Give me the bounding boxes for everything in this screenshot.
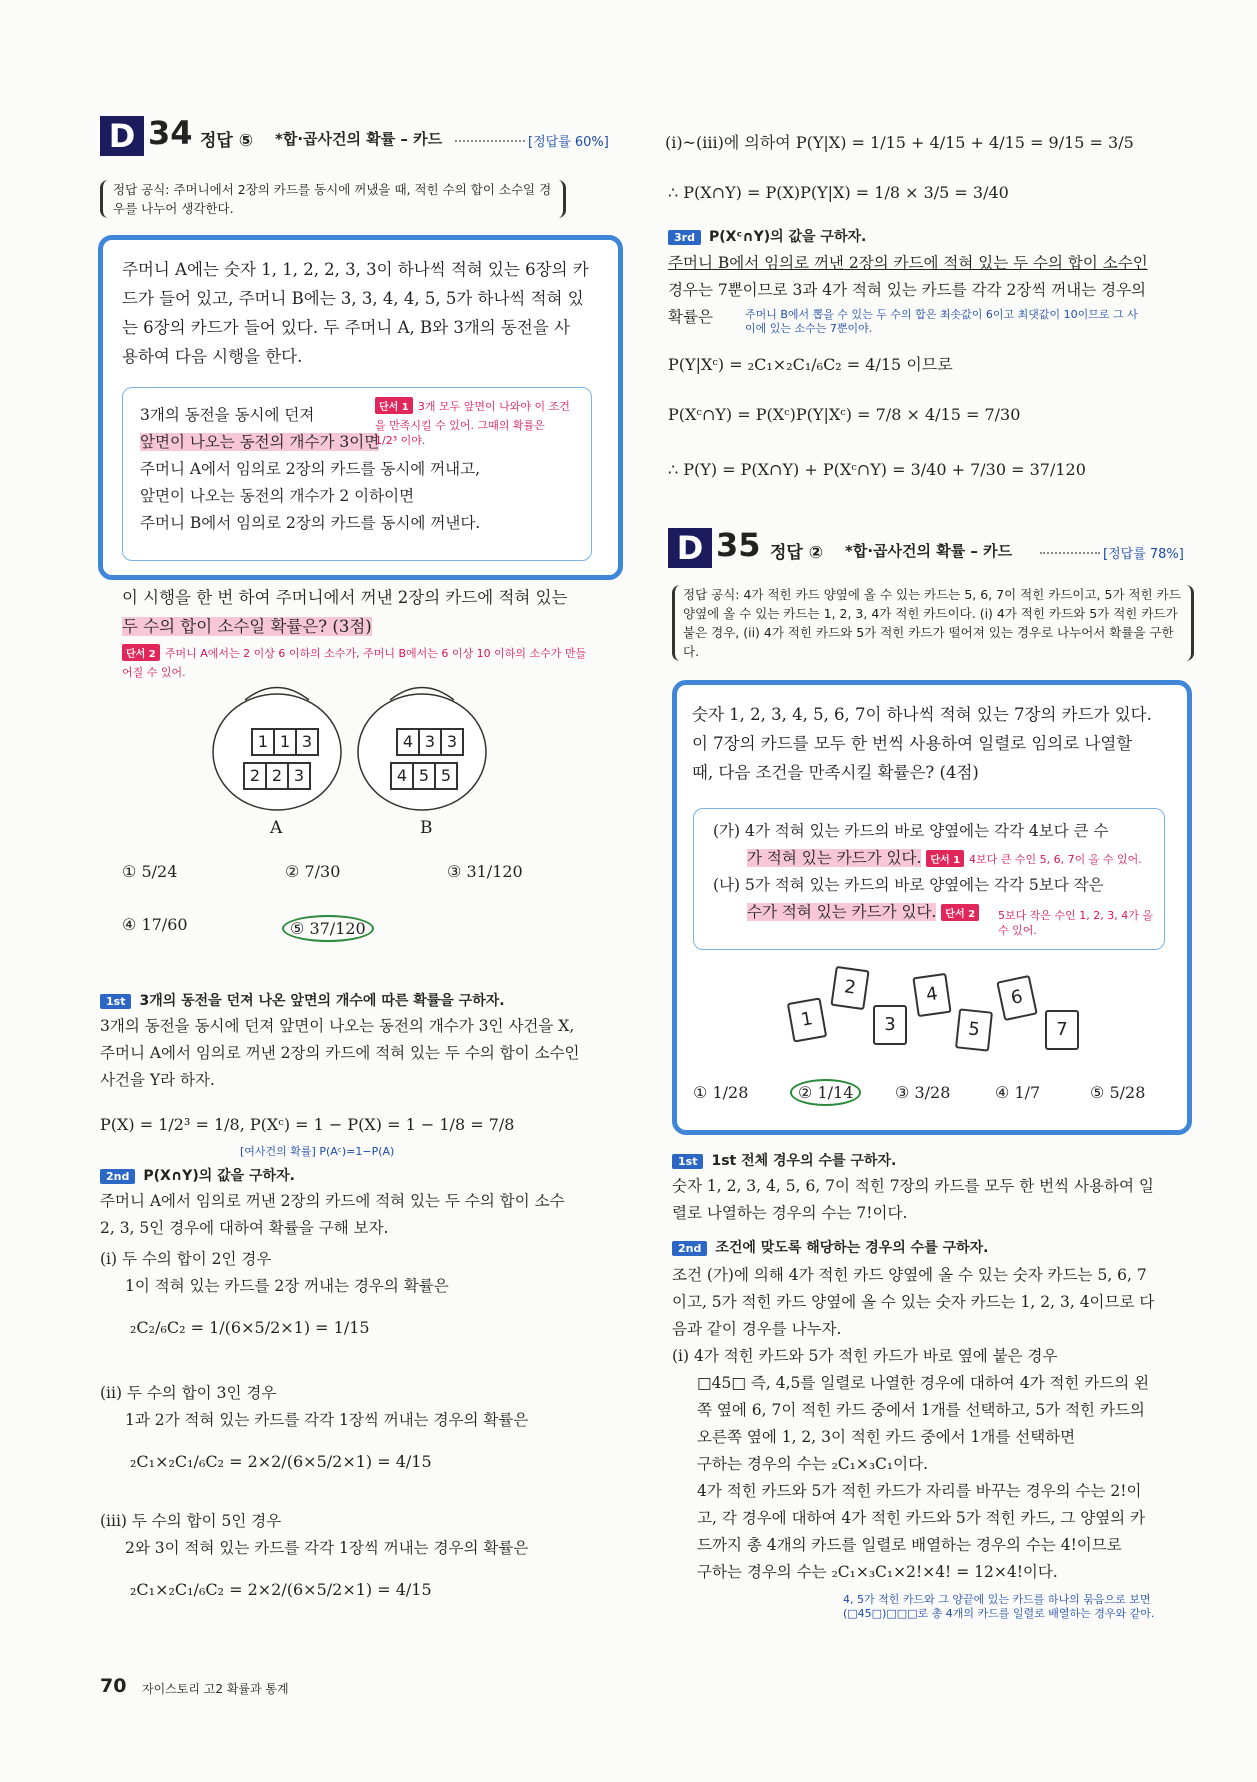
step-1-text: 3개의 동전을 동시에 던져 앞면이 나오는 동전의 개수가 3인 사건을 X, 주머니 A에서 임의로 꺼낸 2장의 카드에 적혀 있는 두 수의 합이 소수인 사건을 Y라 하자. — [100, 1017, 580, 1089]
bag-a-label: A — [270, 818, 283, 838]
bag-b-card: 4 — [396, 728, 420, 756]
choice-4[interactable]: ④ 1/7 — [995, 1083, 1041, 1102]
step-2: 2nd 조건에 맞도록 해당하는 경우의 수를 구하자. — [672, 1237, 988, 1257]
bag-b-card: 5 — [412, 762, 436, 790]
problem-type: *합·곱사건의 확률 – 카드 — [845, 542, 1013, 560]
step-3: 3rd P(Xᶜ∩Y)의 값을 구하자. — [668, 226, 866, 246]
conditions-text: (가) 4가 적혀 있는 카드의 바로 양옆에는 각각 4보다 큰 수 가 적혀 있는 카드가 있다. 단서 1 4보다 큰 수인 5, 6, 7이 올 수 있어. (나) 5가 적혀 있는 카드의 바로 양옆에는 각각 5보다 작은 수가 적혀 있는 카드가 있다. 단서 2 — [713, 818, 1158, 926]
step-3-text: 주머니 B에서 임의로 꺼낸 2장의 카드에 적혀 있는 두 수의 합이 소수인 경우는 7뿐이므로 3과 4가 적혀 있는 카드를 각각 2장씩 꺼내는 경우의 확률은 — [668, 254, 1148, 326]
hint-1: 단서 1 3개 모두 앞면이 나와야 이 조건을 만족시킬 수 있어. 그때의 확률은 1/2³ 이야. — [375, 395, 580, 448]
page-number: 70 — [100, 1675, 127, 1697]
bag-b-card: 4 — [390, 762, 414, 790]
procedure-text: 3개의 동전을 동시에 던져 앞면이 나오는 동전의 개수가 3이면 주머니 A에서 임의로 2장의 카드를 동시에 꺼내고, 앞면이 나오는 동전의 개수가 2 이하이면 주머니 B에서 임의로 2장의 카드를 동시에 꺼낸다. — [140, 406, 481, 532]
bag-a-card: 2 — [243, 762, 267, 790]
step-3-eq-1: P(Y|Xᶜ) = ₂C₁×₂C₁/₆C₂ = 4/15 이므로 — [668, 355, 953, 374]
choice-5[interactable]: ⑤ 5/28 — [1090, 1083, 1146, 1102]
step-1: 1st 3개의 동전을 던져 나온 앞면의 개수에 따른 확률을 구하자. — [100, 990, 505, 1010]
choice-2-correct[interactable]: ② 1/14 — [790, 1079, 861, 1106]
result-2: ∴ P(X∩Y) = P(X)P(Y|X) = 1/8 × 3/5 = 3/40 — [668, 183, 1009, 202]
condition-b: (나) 5가 적혀 있는 카드의 바로 양옆에는 각각 5보다 작은 — [713, 876, 1104, 894]
answer-label: 정답 ② — [770, 543, 824, 563]
number-card: 2 — [830, 966, 869, 1010]
step-1-text: 숫자 1, 2, 3, 4, 5, 6, 7이 적힌 7장의 카드를 모두 한 번씩 사용하여 일 렬로 나열하는 경우의 수는 7!이다. — [672, 1177, 1154, 1222]
choice-3[interactable]: ③ 3/28 — [895, 1083, 951, 1102]
problem-number: 35 — [716, 526, 761, 564]
correct-rate: [정답률 60%] — [528, 135, 609, 150]
complement-note: [여사건의 확률] P(Aᶜ)=1−P(A) — [240, 1145, 395, 1158]
grouping-note: 4, 5가 적힌 카드와 그 양끝에 있는 카드를 하나의 묶음으로 보면 (□45□)□□□로 총 4개의 카드를 일렬로 배열하는 경우와 같아. — [843, 1593, 1155, 1620]
number-card: 3 — [873, 1005, 907, 1045]
choice-3[interactable]: ③ 31/120 — [447, 862, 523, 881]
result-1: (i)~(iii)에 의하여 P(Y|X) = 1/15 + 4/15 + 4/15 = 9/15 = 3/5 — [665, 133, 1134, 152]
book-title: 자이스토리 고2 확률과 통계 — [142, 1682, 289, 1696]
bag-a-card: 1 — [251, 728, 275, 756]
answer-formula: 정답 공식: 주머니에서 2장의 카드를 동시에 꺼냈을 때, 적힌 수의 합이 소수일 경우를 나누어 생각한다. — [100, 180, 566, 218]
step-3-eq-3: ∴ P(Y) = P(X∩Y) + P(Xᶜ∩Y) = 3/40 + 7/30 = 37/120 — [668, 460, 1086, 479]
answer-label: 정답 ⑤ — [200, 131, 254, 151]
problem-text: 숫자 1, 2, 3, 4, 5, 6, 7이 하나씩 적혀 있는 7장의 카드가 있다. 이 7장의 카드를 모두 한 번씩 사용하여 일렬로 임의로 나열할 때, 다음 조건을 만족시킬 확률은? (4점) — [692, 705, 1152, 782]
case-2-equation: ₂C₁×₂C₁/₆C₂ = 2×2/(6×5/2×1) = 4/15 — [130, 1452, 432, 1471]
number-card: 5 — [955, 1008, 993, 1051]
problem-type: *합·곱사건의 확률 – 카드 — [275, 130, 443, 148]
problem-badge: D — [668, 528, 712, 568]
step-3-note: 주머니 B에서 뽑을 수 있는 두 수의 합은 최솟값이 6이고 최댓값이 10이므로 그 사이에 있는 소수는 7뿐이야. — [745, 308, 1138, 335]
step-2-text: 조건 (가)에 의해 4가 적힌 카드 양옆에 올 수 있는 숫자 카드는 5, 6, 7 이고, 5가 적힌 카드 양옆에 올 수 있는 숫자 카드는 1, 2, 3, 4이므로 다 음과 같이 경우를 나누자. (i) 4가 적힌 카드와 5가 적힌 카드가 바로 옆에 붙은 경우 — [672, 1266, 1155, 1365]
step-1: 1st 1st 전체 경우의 수를 구하자. — [672, 1150, 896, 1170]
step-1-equation: P(X) = 1/2³ = 1/8, P(Xᶜ) = 1 − P(X) = 1 − 1/8 = 7/8 — [100, 1115, 515, 1134]
bag-a-card: 3 — [287, 762, 311, 790]
choice-2[interactable]: ② 7/30 — [285, 862, 341, 881]
problem-text: 주머니 A에는 숫자 1, 1, 2, 2, 3, 3이 하나씩 적혀 있는 6장의 카 드가 들어 있고, 주머니 B에는 3, 3, 4, 4, 5, 5가 하나씩 적혀 있 는 6장의 카드가 들어 있다. 두 주머니 A, B와 3개의 동전을 사 용하여 다음 시행을 한다. — [122, 260, 589, 366]
case-3-text: 2와 3이 적혀 있는 카드를 각각 1장씩 꺼내는 경우의 확률은 — [125, 1539, 529, 1557]
bag-b-card: 3 — [440, 728, 464, 756]
step-2: 2nd P(X∩Y)의 값을 구하자. — [100, 1165, 295, 1185]
number-card: 7 — [1045, 1010, 1079, 1050]
problem-number: 34 — [148, 114, 193, 152]
choice-4[interactable]: ④ 17/60 — [122, 915, 188, 934]
condition-a: (가) 4가 적혀 있는 카드의 바로 양옆에는 각각 4보다 큰 수 — [713, 822, 1109, 840]
choice-5-correct[interactable]: ⑤ 37/120 — [282, 915, 374, 942]
number-card: 1 — [787, 997, 827, 1042]
case-text: □45□ 즉, 4,5를 일렬로 나열한 경우에 대하여 4가 적힌 카드의 왼 쪽 옆에 6, 7이 적힌 카드 중에서 1개를 선택하고, 5가 적힌 카드의 오른쪽 옆에 1, 2, 3이 적힌 카드 중에서 1개를 선택하면 구하는 경우의 수는 ₂C₁×₃C₁이다. 4가 적힌 카드와 5가 적힌 카드가 자리를 바꾸는 경우의 수는 2!이 고, 각 경우에 대하여 4가 적힌 카드와 5가 적힌 카드, 그 양옆의 카 드까지 총 4개의 카드를 일렬로 배열하는 경우의 수는 4!이므로 구하는 경우의 수는 ₂C₁×₃C₁×2!×4! = 12×4!이다. — [697, 1374, 1150, 1581]
number-card: 4 — [912, 973, 951, 1017]
number-card: 6 — [996, 975, 1038, 1021]
bag-a-card: 1 — [273, 728, 297, 756]
bag-b-card: 3 — [418, 728, 442, 756]
hint-2: 단서 2 주머니 A에서는 2 이상 6 이하의 소수가, 주머니 B에서는 6 이상 10 이하의 소수가 만들어질 수 있어. — [122, 642, 592, 680]
bag-b-card: 5 — [434, 762, 458, 790]
bag-a-card: 3 — [295, 728, 319, 756]
case-2-text: 1과 2가 적혀 있는 카드를 각각 1장씩 꺼내는 경우의 확률은 — [125, 1411, 529, 1429]
step-2-text: 주머니 A에서 임의로 꺼낸 2장의 카드에 적혀 있는 두 수의 합이 소수 2, 3, 5인 경우에 대하여 확률을 구해 보자. — [100, 1192, 565, 1237]
bag-a-card: 2 — [265, 762, 289, 790]
case-1-text: 1이 적혀 있는 카드를 2장 꺼내는 경우의 확률은 — [125, 1277, 449, 1295]
hint-2-text: 5보다 작은 수인 1, 2, 3, 4가 올 수 있어. — [998, 909, 1153, 937]
case-1-title: (i) 두 수의 합이 2인 경우 — [100, 1250, 272, 1268]
choice-1[interactable]: ① 5/24 — [122, 862, 178, 881]
case-2-title: (ii) 두 수의 합이 3인 경우 — [100, 1384, 277, 1402]
leader-dots — [455, 140, 525, 142]
case-1-equation: ₂C₂/₆C₂ = 1/(6×5/2×1) = 1/15 — [130, 1318, 370, 1337]
bag-b-label: B — [420, 818, 433, 838]
answer-formula: 정답 공식: 4가 적힌 카드 양옆에 올 수 있는 카드는 5, 6, 7이 적힌 카드이고, 5가 적힌 카드 양옆에 올 수 있는 카드는 1, 2, 3, 4가 적힌 카드이다. (i) 4가 적힌 카드와 5가 적힌 카드가 붙은 경우, (ii) 4가 적힌 카드와 5가 적힌 카드가 떨어져 있는 경우로 나누어서 확률을 구한다. — [672, 585, 1194, 661]
case-3-equation: ₂C₁×₂C₁/₆C₂ = 2×2/(6×5/2×1) = 4/15 — [130, 1580, 432, 1599]
step-3-eq-2: P(Xᶜ∩Y) = P(Xᶜ)P(Y|Xᶜ) = 7/8 × 4/15 = 7/30 — [668, 405, 1021, 424]
correct-rate: [정답률 78%] — [1103, 547, 1184, 562]
leader-dots — [1040, 552, 1100, 554]
choice-1[interactable]: ① 1/28 — [693, 1083, 749, 1102]
question-text: 이 시행을 한 번 하여 주머니에서 꺼낸 2장의 카드에 적혀 있는 두 수의 합이 소수일 확률은? (3점) — [122, 588, 568, 636]
case-3-title: (iii) 두 수의 합이 5인 경우 — [100, 1512, 282, 1530]
problem-badge: D — [100, 116, 144, 156]
